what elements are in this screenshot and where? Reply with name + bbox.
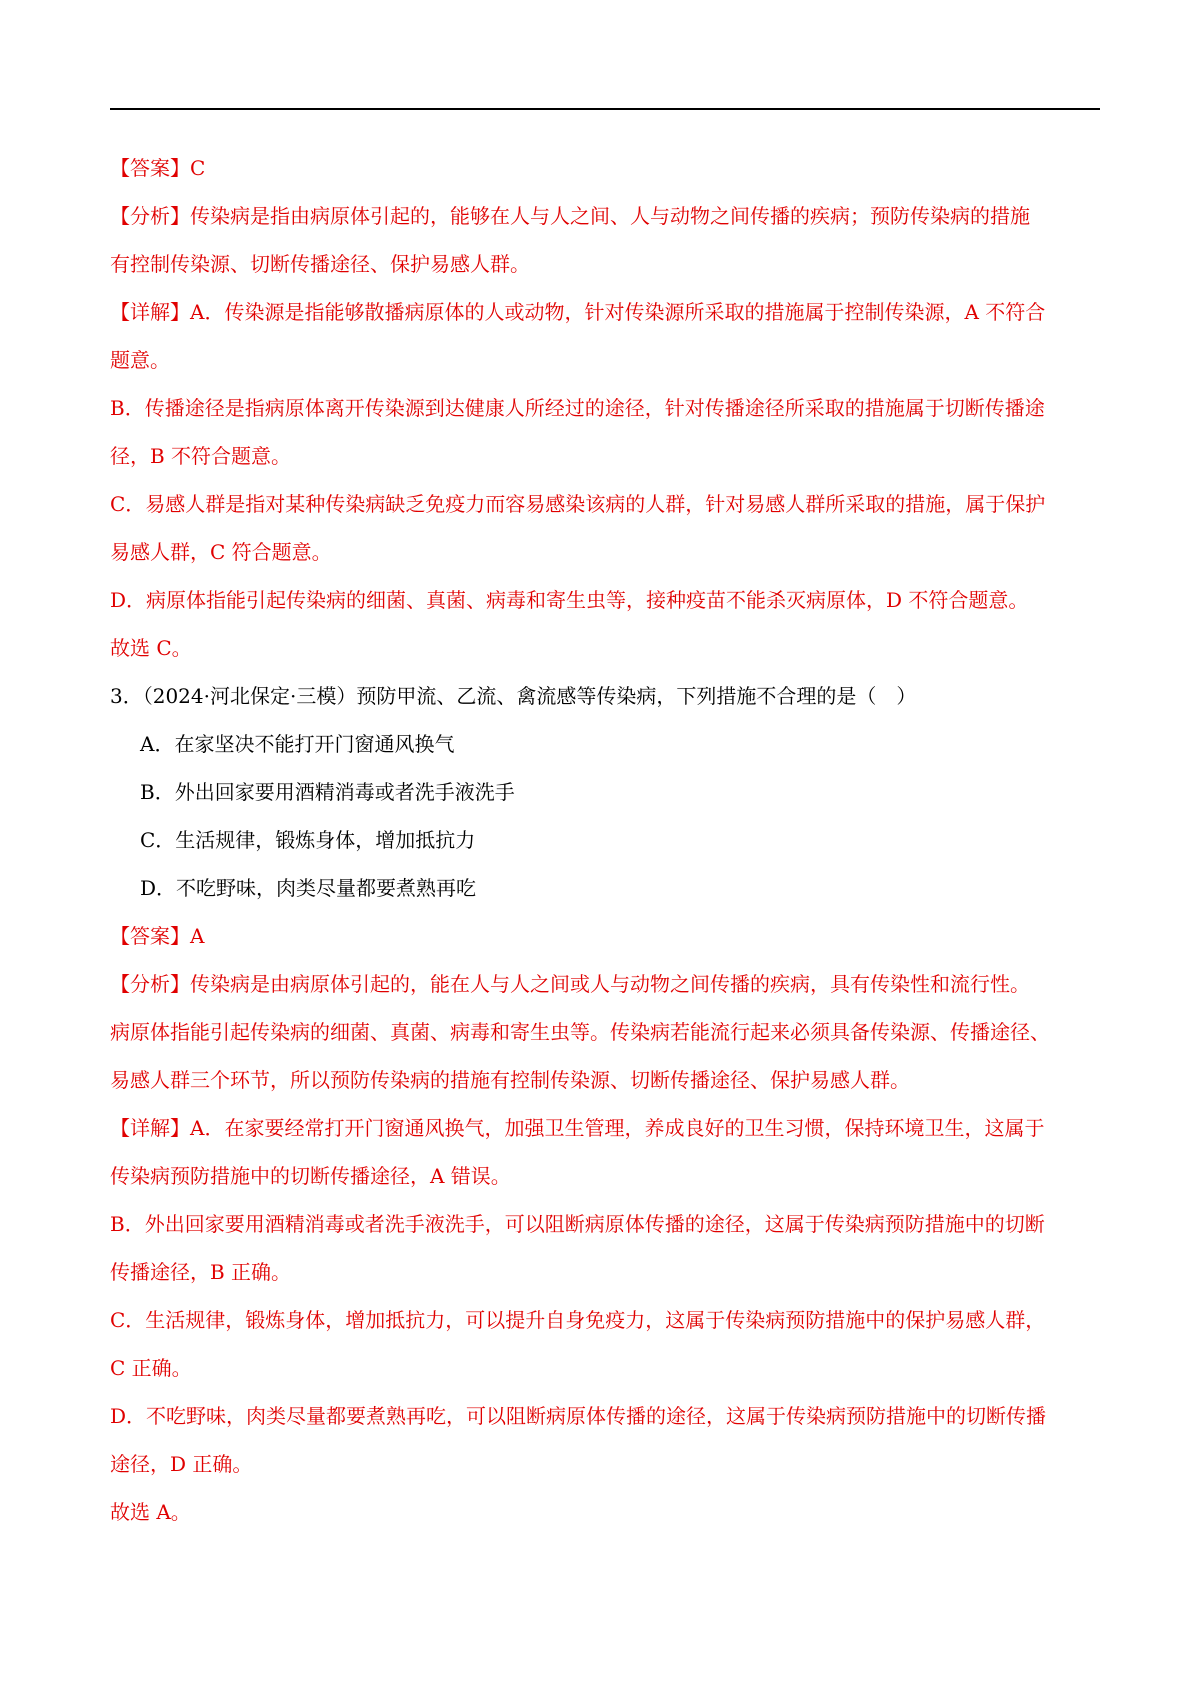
detail-label: 【详解】 <box>110 1116 190 1140</box>
q3-detail-line-7: D．不吃野味，肉类尽量都要煮熟再吃，可以阻断病原体传播的途径，这属于传染病预防措施中的切断传播 <box>110 1404 1047 1428</box>
q3-detail-line-3: B．外出回家要用酒精消毒或者洗手液洗手，可以阻断病原体传播的途径，这属于传染病预防措施中的切断 <box>110 1212 1045 1236</box>
q3-detail-line-6: C 正确。 <box>110 1356 192 1380</box>
q2-analysis-line-1: 【分析】传染病是指由病原体引起的，能够在人与人之间、人与动物之间传播的疾病；预防传染病的措施 <box>110 204 1030 228</box>
q3-detail-line-2: 传染病预防措施中的切断传播途径，A 错误。 <box>110 1164 511 1188</box>
header-rule <box>110 108 1100 110</box>
q2-analysis-line-2: 有控制传染源、切断传播途径、保护易感人群。 <box>110 252 530 276</box>
analysis-label: 【分析】 <box>110 204 190 228</box>
page-content <box>110 144 1100 1536</box>
q2-detail-line-6: 易感人群，C 符合题意。 <box>110 540 332 564</box>
detail-label: 【详解】 <box>110 300 190 324</box>
q3-stem: 3．（2024·河北保定·三模）预防甲流、乙流、禽流感等传染病，下列措施不合理的是（ ） <box>110 684 917 708</box>
q3-detail-line-4: 传播途径，B 正确。 <box>110 1260 292 1284</box>
q2-detail-line-3: B．传播途径是指病原体离开传染源到达健康人所经过的途径，针对传播途径所采取的措施属于切断传播途 <box>110 396 1045 420</box>
q2-answer <box>110 144 1100 192</box>
answer-value: C <box>190 156 206 180</box>
q2-detail-line-7: D．病原体指能引起传染病的细菌、真菌、病毒和寄生虫等，接种疫苗不能杀灭病原体，D 不符合题意。 <box>110 588 1029 612</box>
q3-analysis-line-1: 【分析】传染病是由病原体引起的，能在人与人之间或人与动物之间传播的疾病，具有传染性和流行性。 <box>110 972 1030 996</box>
q3-conclusion: 故选 A。 <box>110 1500 191 1524</box>
q2-detail-line-1: 【详解】A．传染源是指能够散播病原体的人或动物，针对传染源所采取的措施属于控制传染源，A 不符合 <box>110 300 1046 324</box>
q2-conclusion: 故选 C。 <box>110 636 192 660</box>
q2-detail-line-5: C．易感人群是指对某种传染病缺乏免疫力而容易感染该病的人群，针对易感人群所采取的措施，属于保护 <box>110 492 1046 516</box>
q2-detail-line-2: 题意。 <box>110 348 170 372</box>
q2-detail-line-4: 径，B 不符合题意。 <box>110 444 292 468</box>
q3-detail-line-8: 途径，D 正确。 <box>110 1452 253 1476</box>
analysis-label: 【分析】 <box>110 972 190 996</box>
q3-answer <box>110 912 1100 960</box>
q3-detail-line-5: C．生活规律，锻炼身体，增加抵抗力，可以提升自身免疫力，这属于传染病预防措施中的保护易感人群， <box>110 1308 1046 1332</box>
q3-analysis-line-3: 易感人群三个环节，所以预防传染病的措施有控制传染源、切断传播途径、保护易感人群。 <box>110 1068 910 1092</box>
answer-label: 【答案】 <box>110 924 190 948</box>
answer-value: A <box>190 924 205 948</box>
q3-option-c: C．生活规律，锻炼身体，增加抵抗力 <box>140 828 476 852</box>
q3-option-a: A．在家坚决不能打开门窗通风换气 <box>140 732 455 756</box>
answer-label: 【答案】 <box>110 156 190 180</box>
q3-option-b: B．外出回家要用酒精消毒或者洗手液洗手 <box>140 780 515 804</box>
q3-option-d: D．不吃野味，肉类尽量都要煮熟再吃 <box>140 876 477 900</box>
q3-detail-line-1: 【详解】A．在家要经常打开门窗通风换气，加强卫生管理，养成良好的卫生习惯，保持环境卫生，这属于 <box>110 1116 1045 1140</box>
q3-analysis-line-2: 病原体指能引起传染病的细菌、真菌、病毒和寄生虫等。传染病若能流行起来必须具备传染源、传播途径、 <box>110 1020 1050 1044</box>
